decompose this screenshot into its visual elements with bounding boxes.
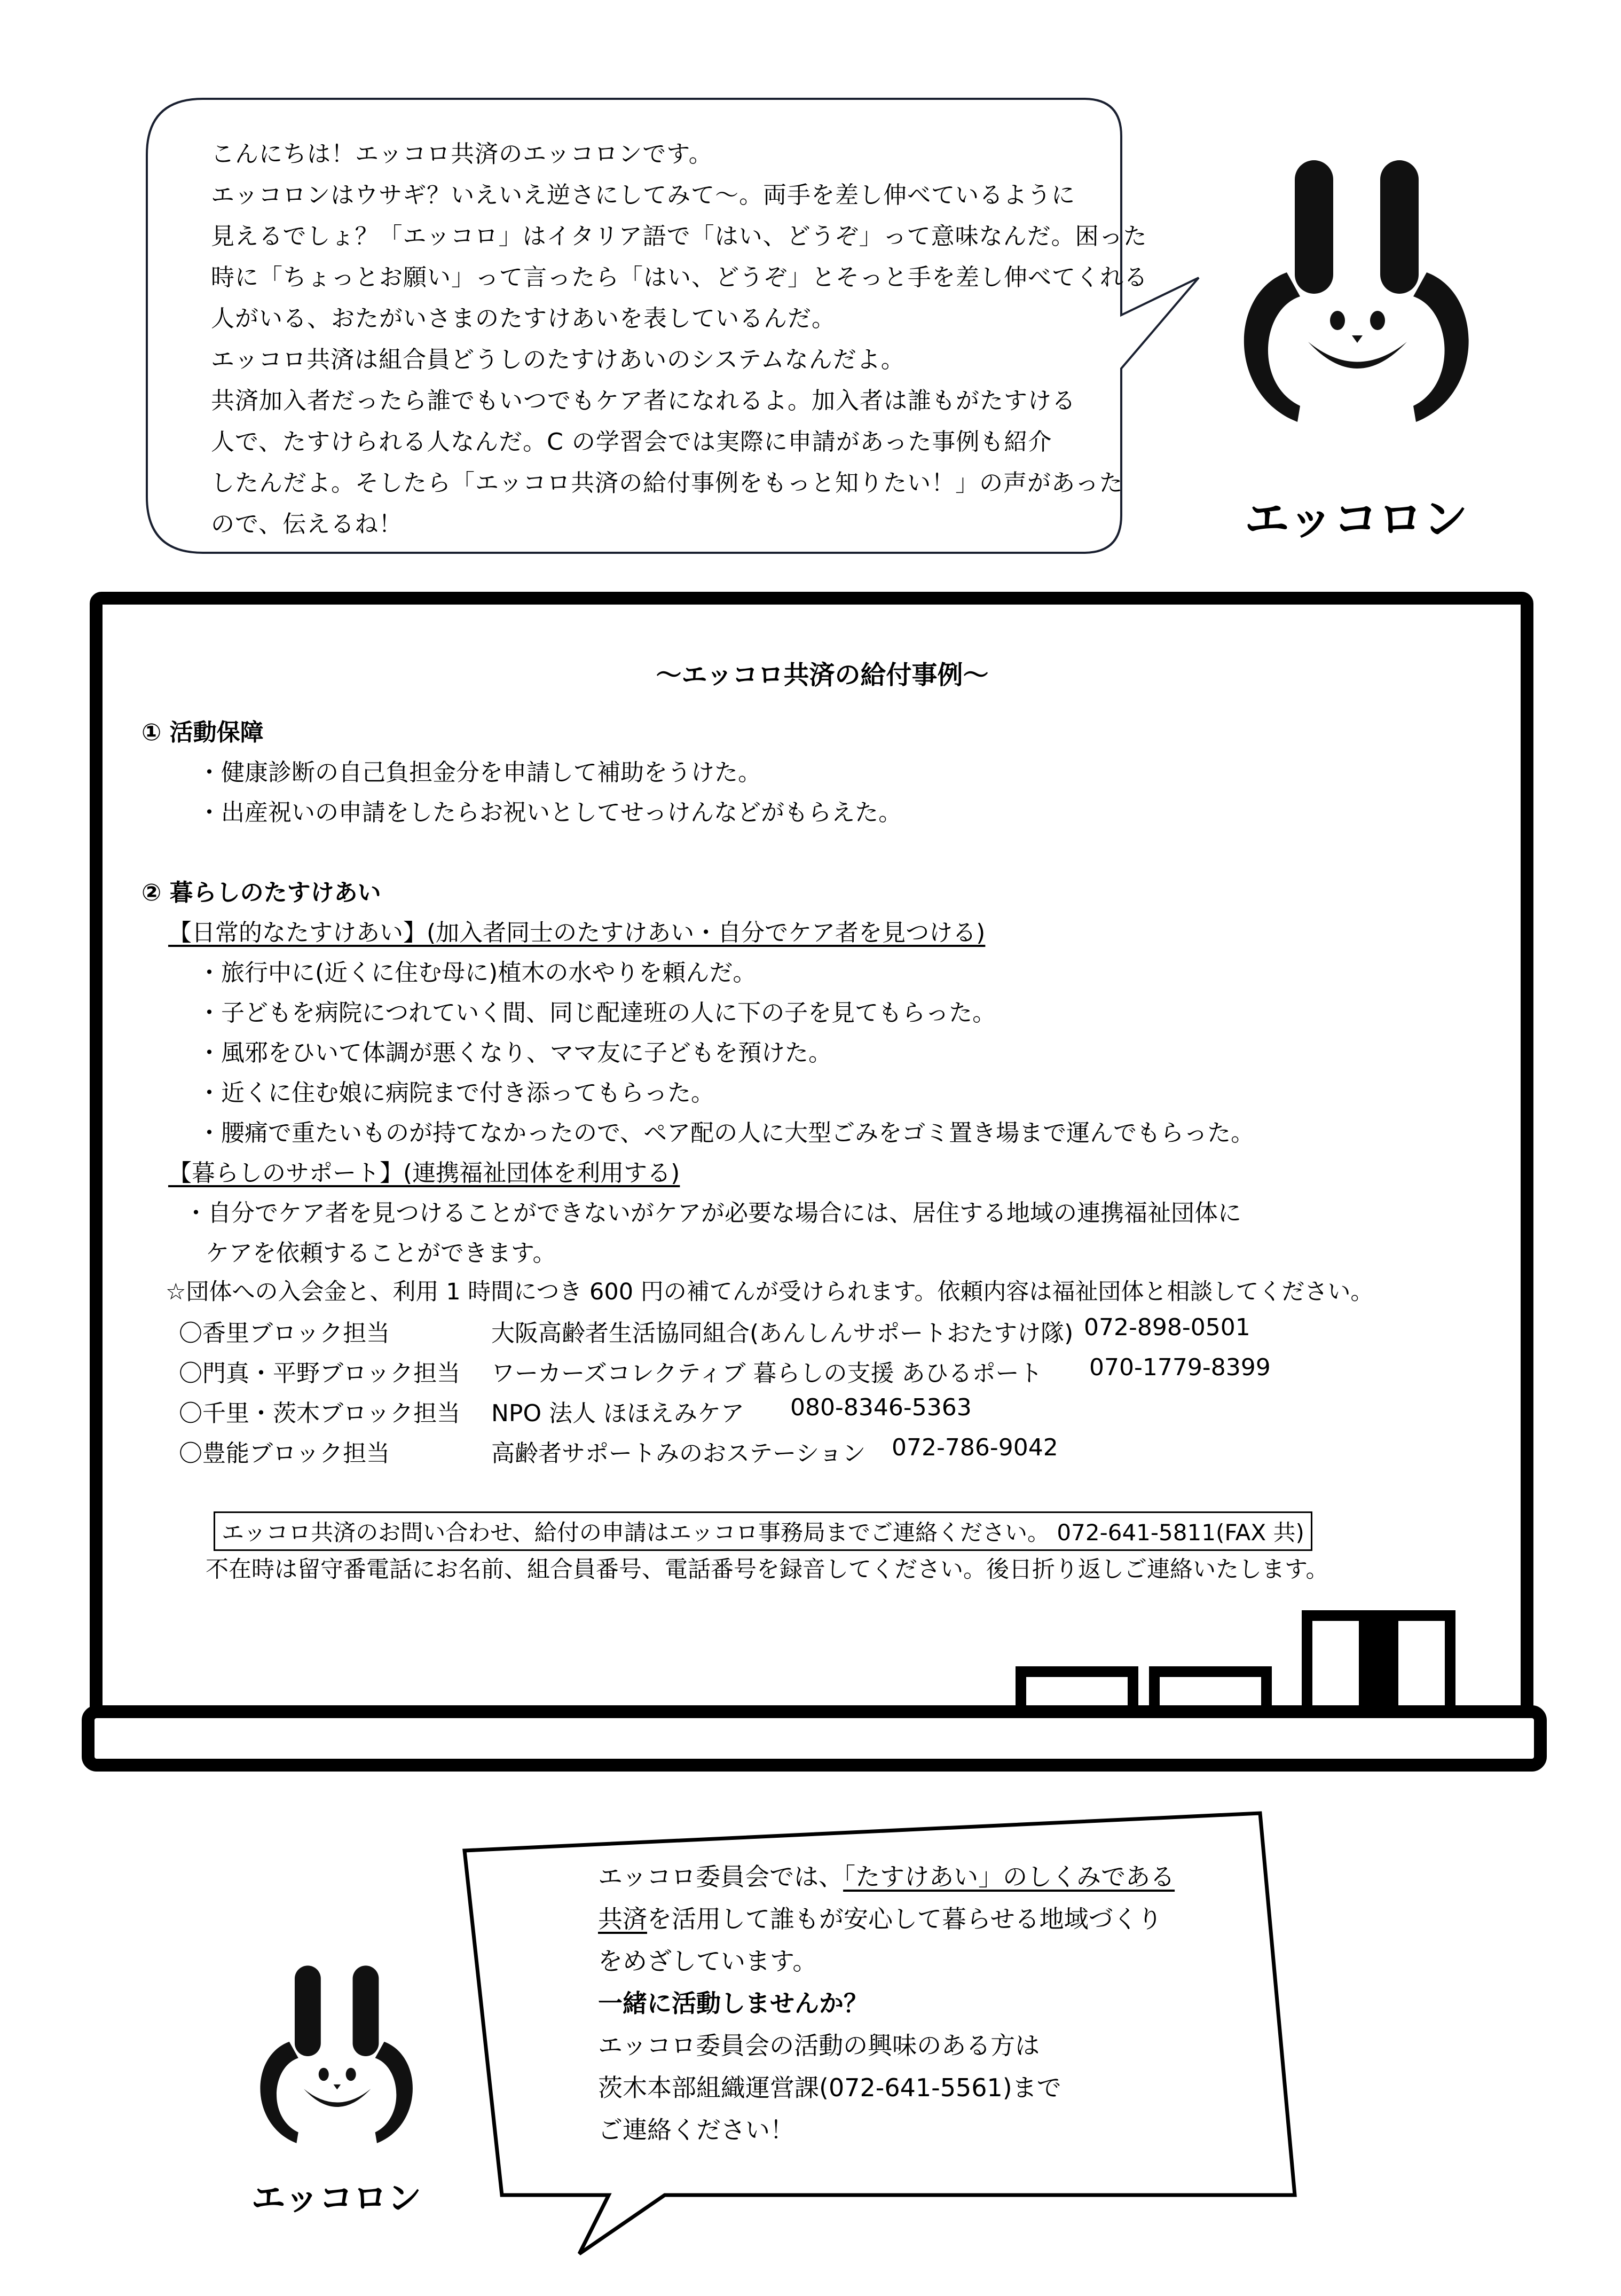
bottom-line-underlined: 共済 (598, 1905, 647, 1933)
block-org: ワーカーズコレクティブ 暮らしの支援 あひるポート (491, 1360, 1043, 1387)
top-bubble-line: 時に「ちょっとお願い」って言ったら「はい、どうぞ」とそっと手を差し伸べてくれる (211, 264, 1148, 291)
bottom-bubble-text (598, 1856, 1271, 2151)
top-bubble-line: 見えるでしょ？「エッコロ」はイタリア語で「はい、どうぞ」って意味なんだ。困った (211, 223, 1147, 250)
section1-item: ・出産祝いの申請をしたらお祝いとしてせっけんなどがもらえた。 (198, 799, 902, 826)
bottom-line-bold: 一緒に活動しませんか？ (598, 1989, 868, 2018)
bottom-line (598, 1898, 1271, 1940)
daily-support-label: 【日常的なたすけあい】(加入者同士のたすけあい・自分でケア者を見つける) (168, 919, 986, 946)
living-support-desc: ・自分でケア者を見つけることができないがケアが必要な場合には、居住する地域の連携福祉団体に (184, 1200, 1241, 1227)
mascot-name-bottom: エッコロン (251, 2179, 422, 2219)
block-tel: 070-1779-8399 (1089, 1354, 1271, 1381)
board-title: ～エッコロ共済の給付事例～ (656, 660, 989, 690)
block-area: 〇千里・茨木ブロック担当 (179, 1400, 461, 1427)
bottom-line: 茨木本部組織運営課(072-641-5561)まで (598, 2073, 1061, 2102)
daily-item: ・旅行中に(近くに住む母に)植木の水やりを頼んだ。 (198, 959, 757, 986)
mascot-name-top: エッコロン (1244, 493, 1468, 545)
daily-item: ・近くに住む娘に病院まで付き添ってもらった。 (198, 1079, 714, 1107)
bottom-line: ご連絡ください！ (598, 2115, 794, 2144)
bottom-line-part: を活用して誰もが安心して暮らせる地域づくり (647, 1905, 1162, 1933)
mascot-rabbit-icon (235, 1949, 438, 2163)
block-tel: 080-8346-5363 (790, 1394, 972, 1421)
bottom-line-underlined: 「たすけあい」のしくみである (843, 1862, 1175, 1891)
top-bubble-line: こんにちは！エッコロ共済のエッコロンです。 (211, 140, 713, 168)
daily-item: ・腰痛で重たいものが持てなかったので、ペア配の人に大型ごみをゴミ置き場まで運んでもらった。 (198, 1119, 1255, 1147)
top-bubble-line: 人がいる、おたがいさまのたすけあいを表しているんだ。 (211, 305, 836, 332)
top-bubble-line: エッコロンはウサギ？いえいえ逆さにしてみて～。両手を差し伸べているように (211, 182, 1076, 209)
block-org: NPO 法人 ほほえみケア (491, 1400, 745, 1427)
block-area: 〇香里ブロック担当 (179, 1320, 390, 1347)
bottom-line: をめざしています。 (598, 1947, 817, 1976)
contact-note: 不在時は留守番電話にお名前、組合員番号、電話番号を録音してください。後日折り返しご連絡いたします。 (206, 1556, 1329, 1583)
top-bubble-line: 人で、たすけられる人なんだ。C の学習会では実際に申請があった事例も紹介 (211, 428, 1052, 456)
block-tel: 072-898-0501 (1084, 1314, 1250, 1341)
top-bubble-line: 共済加入者だったら誰でもいつでもケア者になれるよ。加入者は誰もがたすける (211, 387, 1076, 414)
block-org: 大阪高齢者生活協同組合(あんしんサポートおたすけ隊) (491, 1320, 1074, 1347)
section2-heading: ② 暮らしのたすけあい (141, 879, 381, 906)
section1-heading: ① 活動保障 (141, 719, 264, 746)
top-bubble-line: したんだよ。そしたら「エッコロ共済の給付事例をもっと知りたい！」の声があった (211, 469, 1123, 497)
bottom-line-part: エッコロ委員会では、 (598, 1862, 844, 1891)
block-area: 〇豊能ブロック担当 (179, 1440, 390, 1467)
living-support-label: 【暮らしのサポート】(連携福祉団体を利用する) (168, 1159, 680, 1187)
top-bubble-line: ので、伝えるね！ (211, 511, 403, 538)
contact-box: エッコロ共済のお問い合わせ、給付の申請はエッコロ事務局までご連絡ください。 072-641-5811(FAX 共) (214, 1511, 1312, 1551)
bottom-line (598, 1856, 1271, 1898)
block-area: 〇門真・平野ブロック担当 (179, 1360, 461, 1387)
block-org: 高齢者サポートみのおステーション (491, 1440, 866, 1467)
top-bubble-line: エッコロ共済は組合員どうしのたすけあいのシステムなんだよ。 (211, 346, 905, 373)
living-support-desc: ケアを依頼することができます。 (206, 1240, 556, 1267)
subsidy-note: ☆団体への入会金と、利用 1 時間につき 600 円の補てんが受けられます。依頼内容は福祉団体と相談してください。 (166, 1279, 1374, 1305)
daily-item: ・子どもを病院につれていく間、同じ配達班の人に下の子を見てもらった。 (198, 999, 996, 1026)
bottom-line: エッコロ委員会の活動の興味のある方は (598, 2031, 1040, 2060)
daily-item: ・風邪をひいて体調が悪くなり、ママ友に子どもを預けた。 (198, 1039, 832, 1067)
block-tel: 072-786-9042 (892, 1434, 1058, 1461)
section1-item: ・健康診断の自己負担金分を申請して補助をうけた。 (198, 759, 761, 786)
